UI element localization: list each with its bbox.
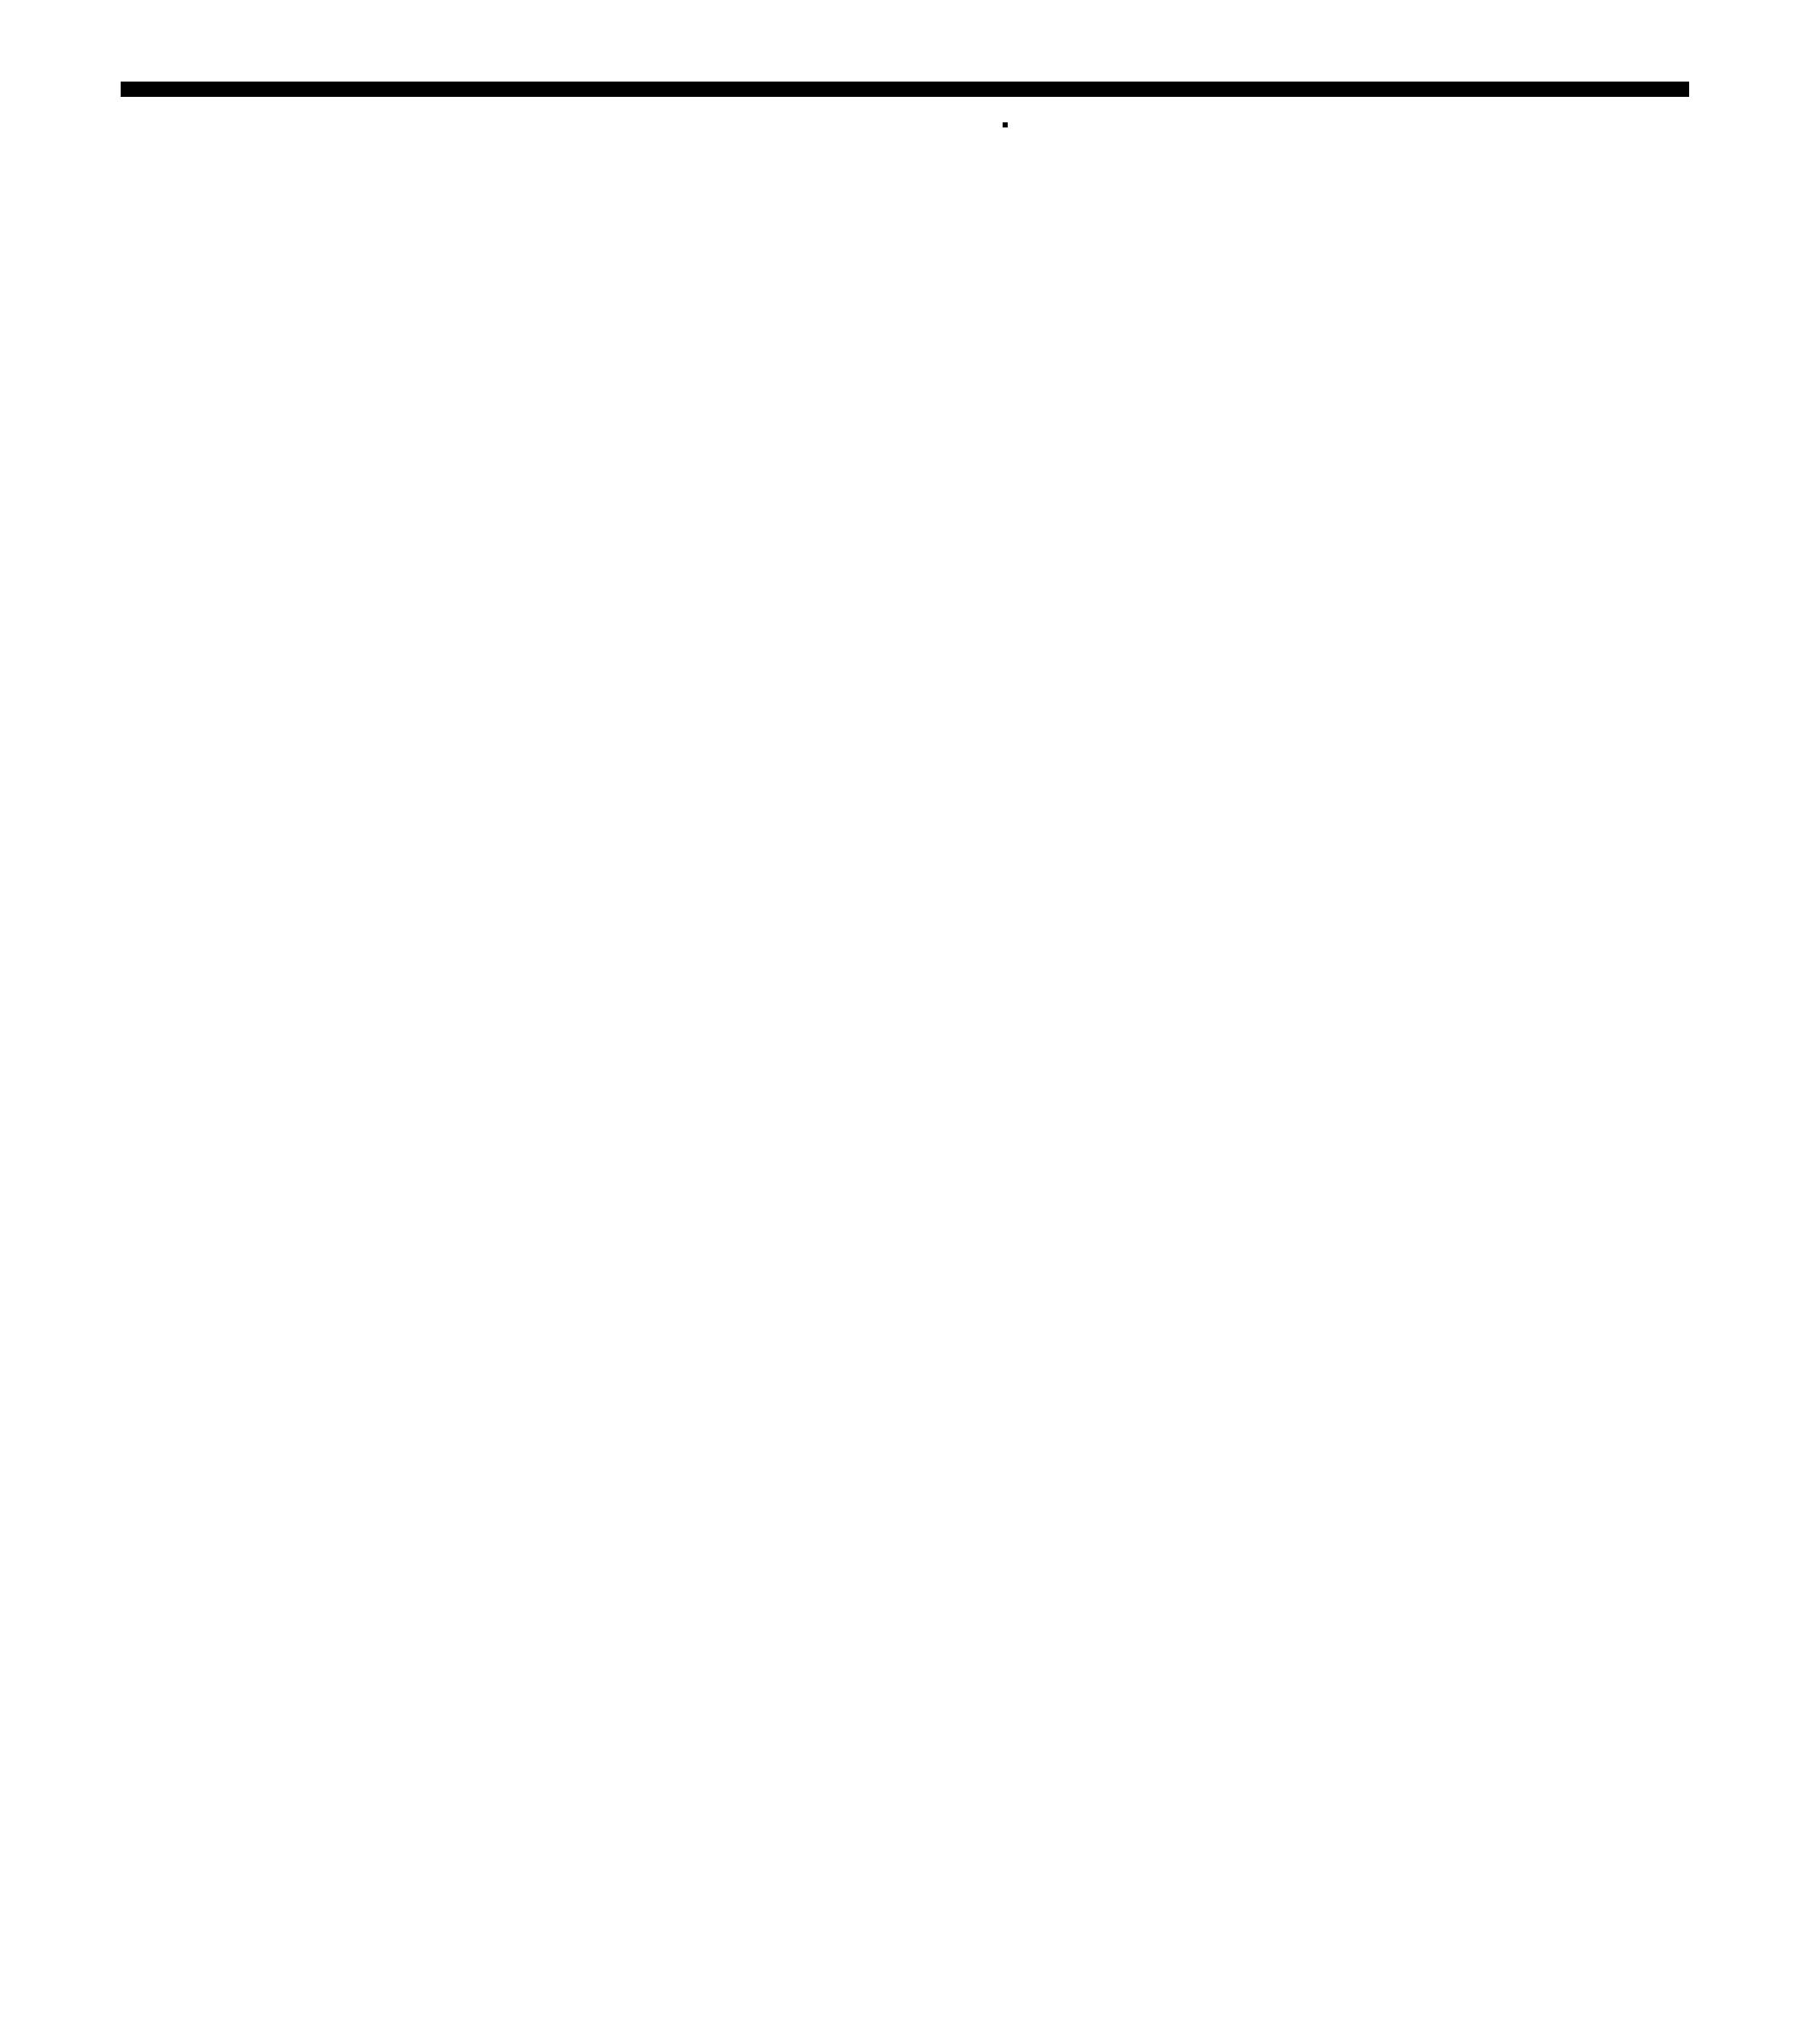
acrostic-grid: [1003, 122, 1008, 127]
header-rule: [121, 82, 1689, 97]
